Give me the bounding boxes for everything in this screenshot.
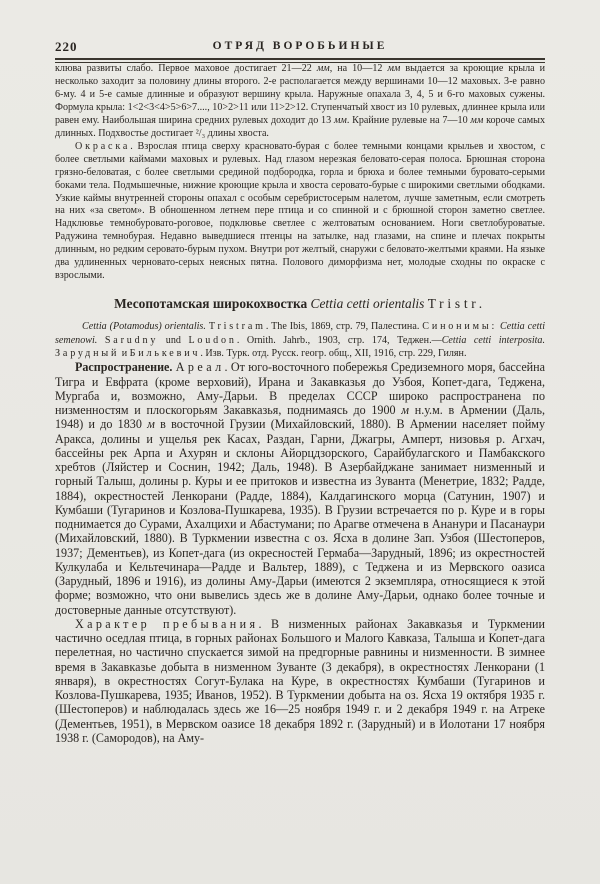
paragraph-distribution: Распространение. Ареал. От юго-восточного побережья Средиземного моря, бассейна Тигра и Евфрата (кроме верховий), Ирана и Закавказья до Узбоя, Копет-дага, Теджена, Мургаба и, возможно, Аму-Дарьи. В пределах СССР широко распространена по низменностям и плоскогорьям Закавказья, поднимаясь до 1900 м н.у.м. в Армении (Даль, 1948) и до 1830 м в восточной Грузии (Михайловский, 1880). В Армении населяет пойму Аракса, долины и ущелья рек Касах, Раздан, Гарни, Джагры, Амперт, низовья р. Агхач, бассейны рек Арпа и Ахурян и склоны Айорцдзорского, Сарайбулагского и Памбакского хребтов (Ляйстер и Соснин, 1942; Даль, 1948). В Азербайджане занимает низменный и горный Талыш, долины р. Куры и ее притоков и известна из Зуванта (Менетрие, 1832; Радде, 1884), окрестностей Ленкорани (Радде, 1884), Калдагинского морца (Сатунин, 1907) и Кумбаши (Тугаринов и Козлова-Пушкарева, 1935). В Грузии встречается по р. Куре и в горы поднимается до Сурами, Ахалцихи и Абастумани; по Арагве отмечена в Ананури и Пасанаури (Михайловский, 1880). В Туркмении известна с оз. Ясха в долине Зап. Узбоя (Шестоперов, 1937; Дементьев), из Копет-дага (из окресностей Гермаба—Зарудный, 1896; из окрестностей Кулкулаба и Кельтечинара—Радде и Вальтер, 1889), с Теджена и из Мервского оазиса (Зарудный, 1896 и 1916), из долины Аму-Дарьи (имеются 2 экземпляра, относящиеся к этой форме; возможно, что они вывелись здесь же в долине Аму-Дарьи, однако более точные и достоверные данные отсутствуют). — [55, 360, 545, 617]
paragraph-wing-formula: клюва развиты слабо. Первое маховое достигает 21—22 мм, на 10—12 мм выдается за кроющие крыла и несколько заходит за половину длины второго. 2-е располагается между вершинами 10—12 маховых. 3-е равно 6-му. 4 и 5-е самые длинные и образуют вершину крыла. Наружные опахала 3, 4, 5 и 6-го маховых сужены. Формула крыла: 1<2<3<4>5>6>7...., 10>2>11 или 11>2>12. Ступенчатый хвост из 10 рулевых, длиннее крыла или равен ему. Наибольшая ширина средних рулевых доходит до 13 мм. Крайние рулевые на 7—10 мм короче самых длинных. Подхвостье достигает ²/₃ длины хвоста. — [55, 63, 546, 139]
page-content — [55, 63, 545, 745]
running-title: ОТРЯД ВОРОБЬИНЫЕ — [212, 40, 388, 52]
page-header — [55, 38, 545, 54]
paragraph-coloration: Окраска. Взрослая птица сверху красновато-бурая с более темными концами крыльев и хвостом, с более светлыми каймами маховых и рулевых. Над глазом нерезкая беловато-серая полоса. Брюшная сторона грязно-беловатая, с более светлыми срединой подбородка, горла и брюха и более темными буровато-серыми боками тела. Подмышечные, нижние кроющие крыла и хвоста серовато-бурые с широкими светлыми ободками. Узкие каймы внутренней стороны опахал с особым серебристосерым налетом, лучше заметным, если смотреть на них «за светом». В обношенном летнем пере птица и со спинной и с брюшной сторон заметно светлее. Надклювье темнобуровато-роговое, подклювье светлее с желтоватым основанием. Ноги светлобуроватые. Радужина темнобурая. Недавно выведшиеся птенцы на затылке, над глазами, на спине и плечах покрыты длинным, но редким серовато-бурым пухом. Внутри рот желтый, снаружи с беловато-желтыми краями. На языке два удлиненных черновато-серых неясных пятна. Полового диморфизма нет, молодые сходны по окраске с взрослыми. — [55, 140, 545, 282]
species-heading: Месопотамская широкохвостка Cettia cetti orientalis Tristr. — [114, 296, 486, 312]
page-number: 220 — [55, 39, 78, 54]
paragraph-residency: Характер пребывания. В низменных районах Закавказья и Туркмении частично оседлая птица, в горных районах Большого и Малого Кавказа, Талыша и Копет-дага перелетная, но частично спускается зимой на предгорные равнины и низменности. В зимнее время в Закавказье добыта в низменном Зуванте (3 декабря), в окрестностях Ленкорани (1 января), в окрестностях Согут-Булака на Куре, в окрестностях Кумбаши (Тугаринов и Козлова-Пушкарева, 1935; Иванов, 1952). В Туркмении добыта на оз. Ясха 19 октября 1935 г. (Шестоперов) и наблюдалась здесь же 16—25 ноября 1949 г. и 2 декабря 1949 г. на Атреке (Дементьев, 1951), в Мервском оазисе 18 декабря 1892 г. (Зарудный) и в Иолотани 17 ноября 1938 г. (Самородов), на Аму- — [55, 616, 546, 745]
paragraph-synonyms: Cettia (Potamodus) orientalis. Tristram. The Ibis, 1869, стр. 79, Палестина. Синонимы: Cettia cetti semenowi. Sarudny und Loudon. Ornith. Jahrb., 1903, стр. 174, Теджен.—Cettia cetti interposita. Зарудный и Билькевич. Изв. Турк. отд. Русск. геогр. общ., XII, 1916, стр. 229, Гилян. — [55, 321, 546, 360]
